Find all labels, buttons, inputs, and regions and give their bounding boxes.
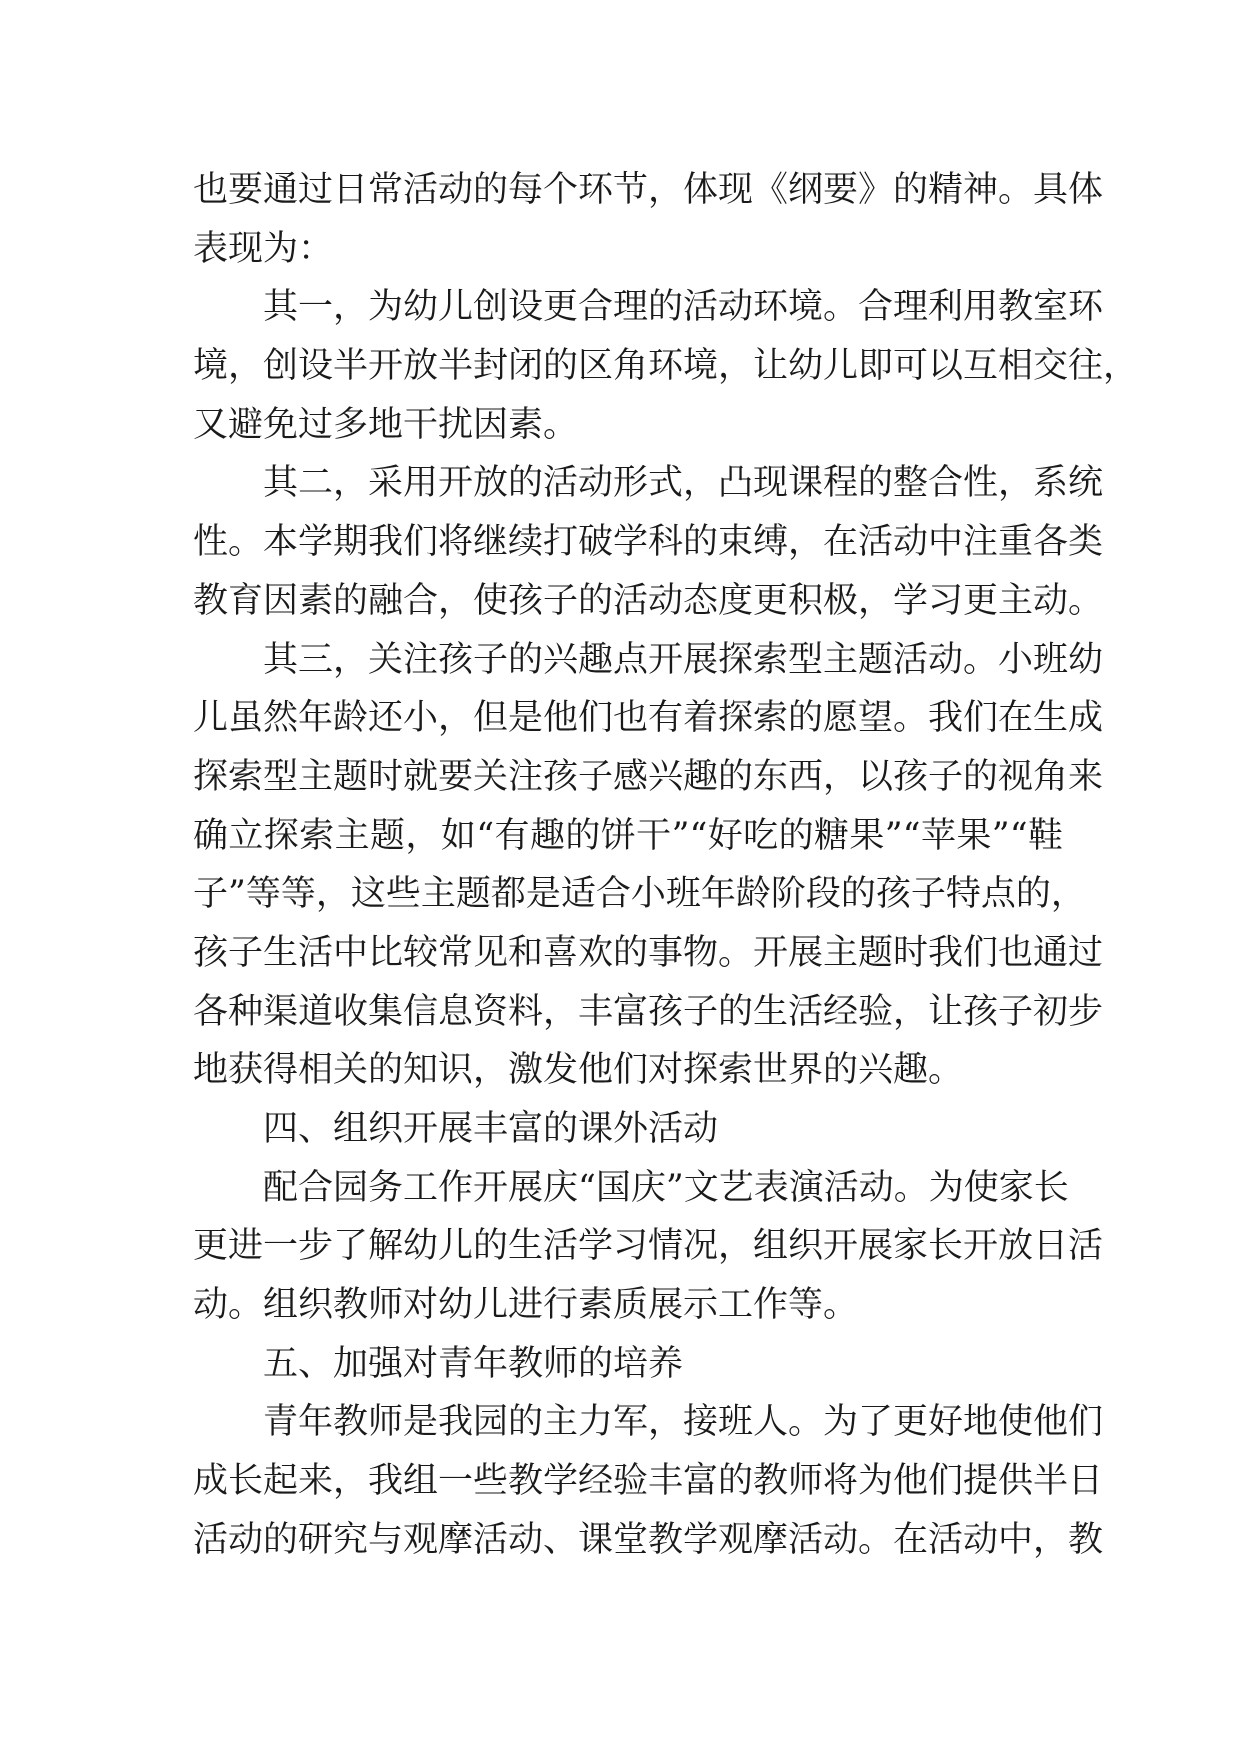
text-line: 其三，关注孩子的兴趣点开展探索型主题活动。小班幼 — [263, 639, 1104, 680]
text-line: 教育因素的融合，使孩子的活动态度更积极，学习更主动。 — [193, 580, 1104, 621]
document-body — [193, 161, 1139, 1570]
text-line: 其二，采用开放的活动形式，凸现课程的整合性，系统 — [263, 463, 1104, 504]
text-line: 配合园务工作开展庆“国庆”文艺表演活动。为使家长 — [263, 1167, 1069, 1208]
text-line: 其一，为幼儿创设更合理的活动环境。合理利用教室环 — [263, 287, 1104, 328]
text-line: 五、加强对青年教师的培养 — [263, 1343, 684, 1384]
text-line: 青年教师是我园的主力军，接班人。为了更好地使他们 — [263, 1402, 1104, 1443]
text-line: 儿虽然年龄还小，但是他们也有着探索的愿望。我们在生成 — [193, 698, 1104, 739]
text-line: 成长起来，我组一些教学经验丰富的教师将为他们提供半日 — [193, 1461, 1104, 1502]
text-line: 又避免过多地干扰因素。 — [193, 404, 579, 445]
text-line: 确立探索主题，如“有趣的饼干”“好吃的糖果”“苹果”“鞋 — [193, 815, 1063, 856]
text-line: 也要通过日常活动的每个环节，体现《纲要》的精神。具体 — [193, 170, 1104, 210]
text-line: 探索型主题时就要关注孩子感兴趣的东西，以孩子的视角来 — [193, 756, 1104, 797]
text-line: 更进一步了解幼儿的生活学习情况，组织开展家长开放日活 — [193, 1226, 1104, 1267]
text-line: 地获得相关的知识，激发他们对探索世界的兴趣。 — [193, 1050, 964, 1091]
text-line: 性。本学期我们将继续打破学科的束缚，在活动中注重各类 — [193, 522, 1104, 563]
text-line: 境，创设半开放半封闭的区角环境，让幼儿即可以互相交往， — [193, 346, 1139, 387]
text-line: 活动的研究与观摩活动、课堂教学观摩活动。在活动中，教 — [193, 1519, 1104, 1560]
text-line: 孩子生活中比较常见和喜欢的事物。开展主题时我们也通过 — [193, 932, 1104, 973]
text-line: 表现为： — [193, 228, 334, 269]
text-line: 各种渠道收集信息资料，丰富孩子的生活经验，让孩子初步 — [193, 991, 1104, 1032]
text-line: 四、组织开展丰富的课外活动 — [263, 1109, 719, 1149]
text-line: 子”等等，这些主题都是适合小班年龄阶段的孩子特点的， — [193, 874, 1086, 915]
text-line: 动。组织教师对幼儿进行素质展示工作等。 — [193, 1285, 859, 1326]
